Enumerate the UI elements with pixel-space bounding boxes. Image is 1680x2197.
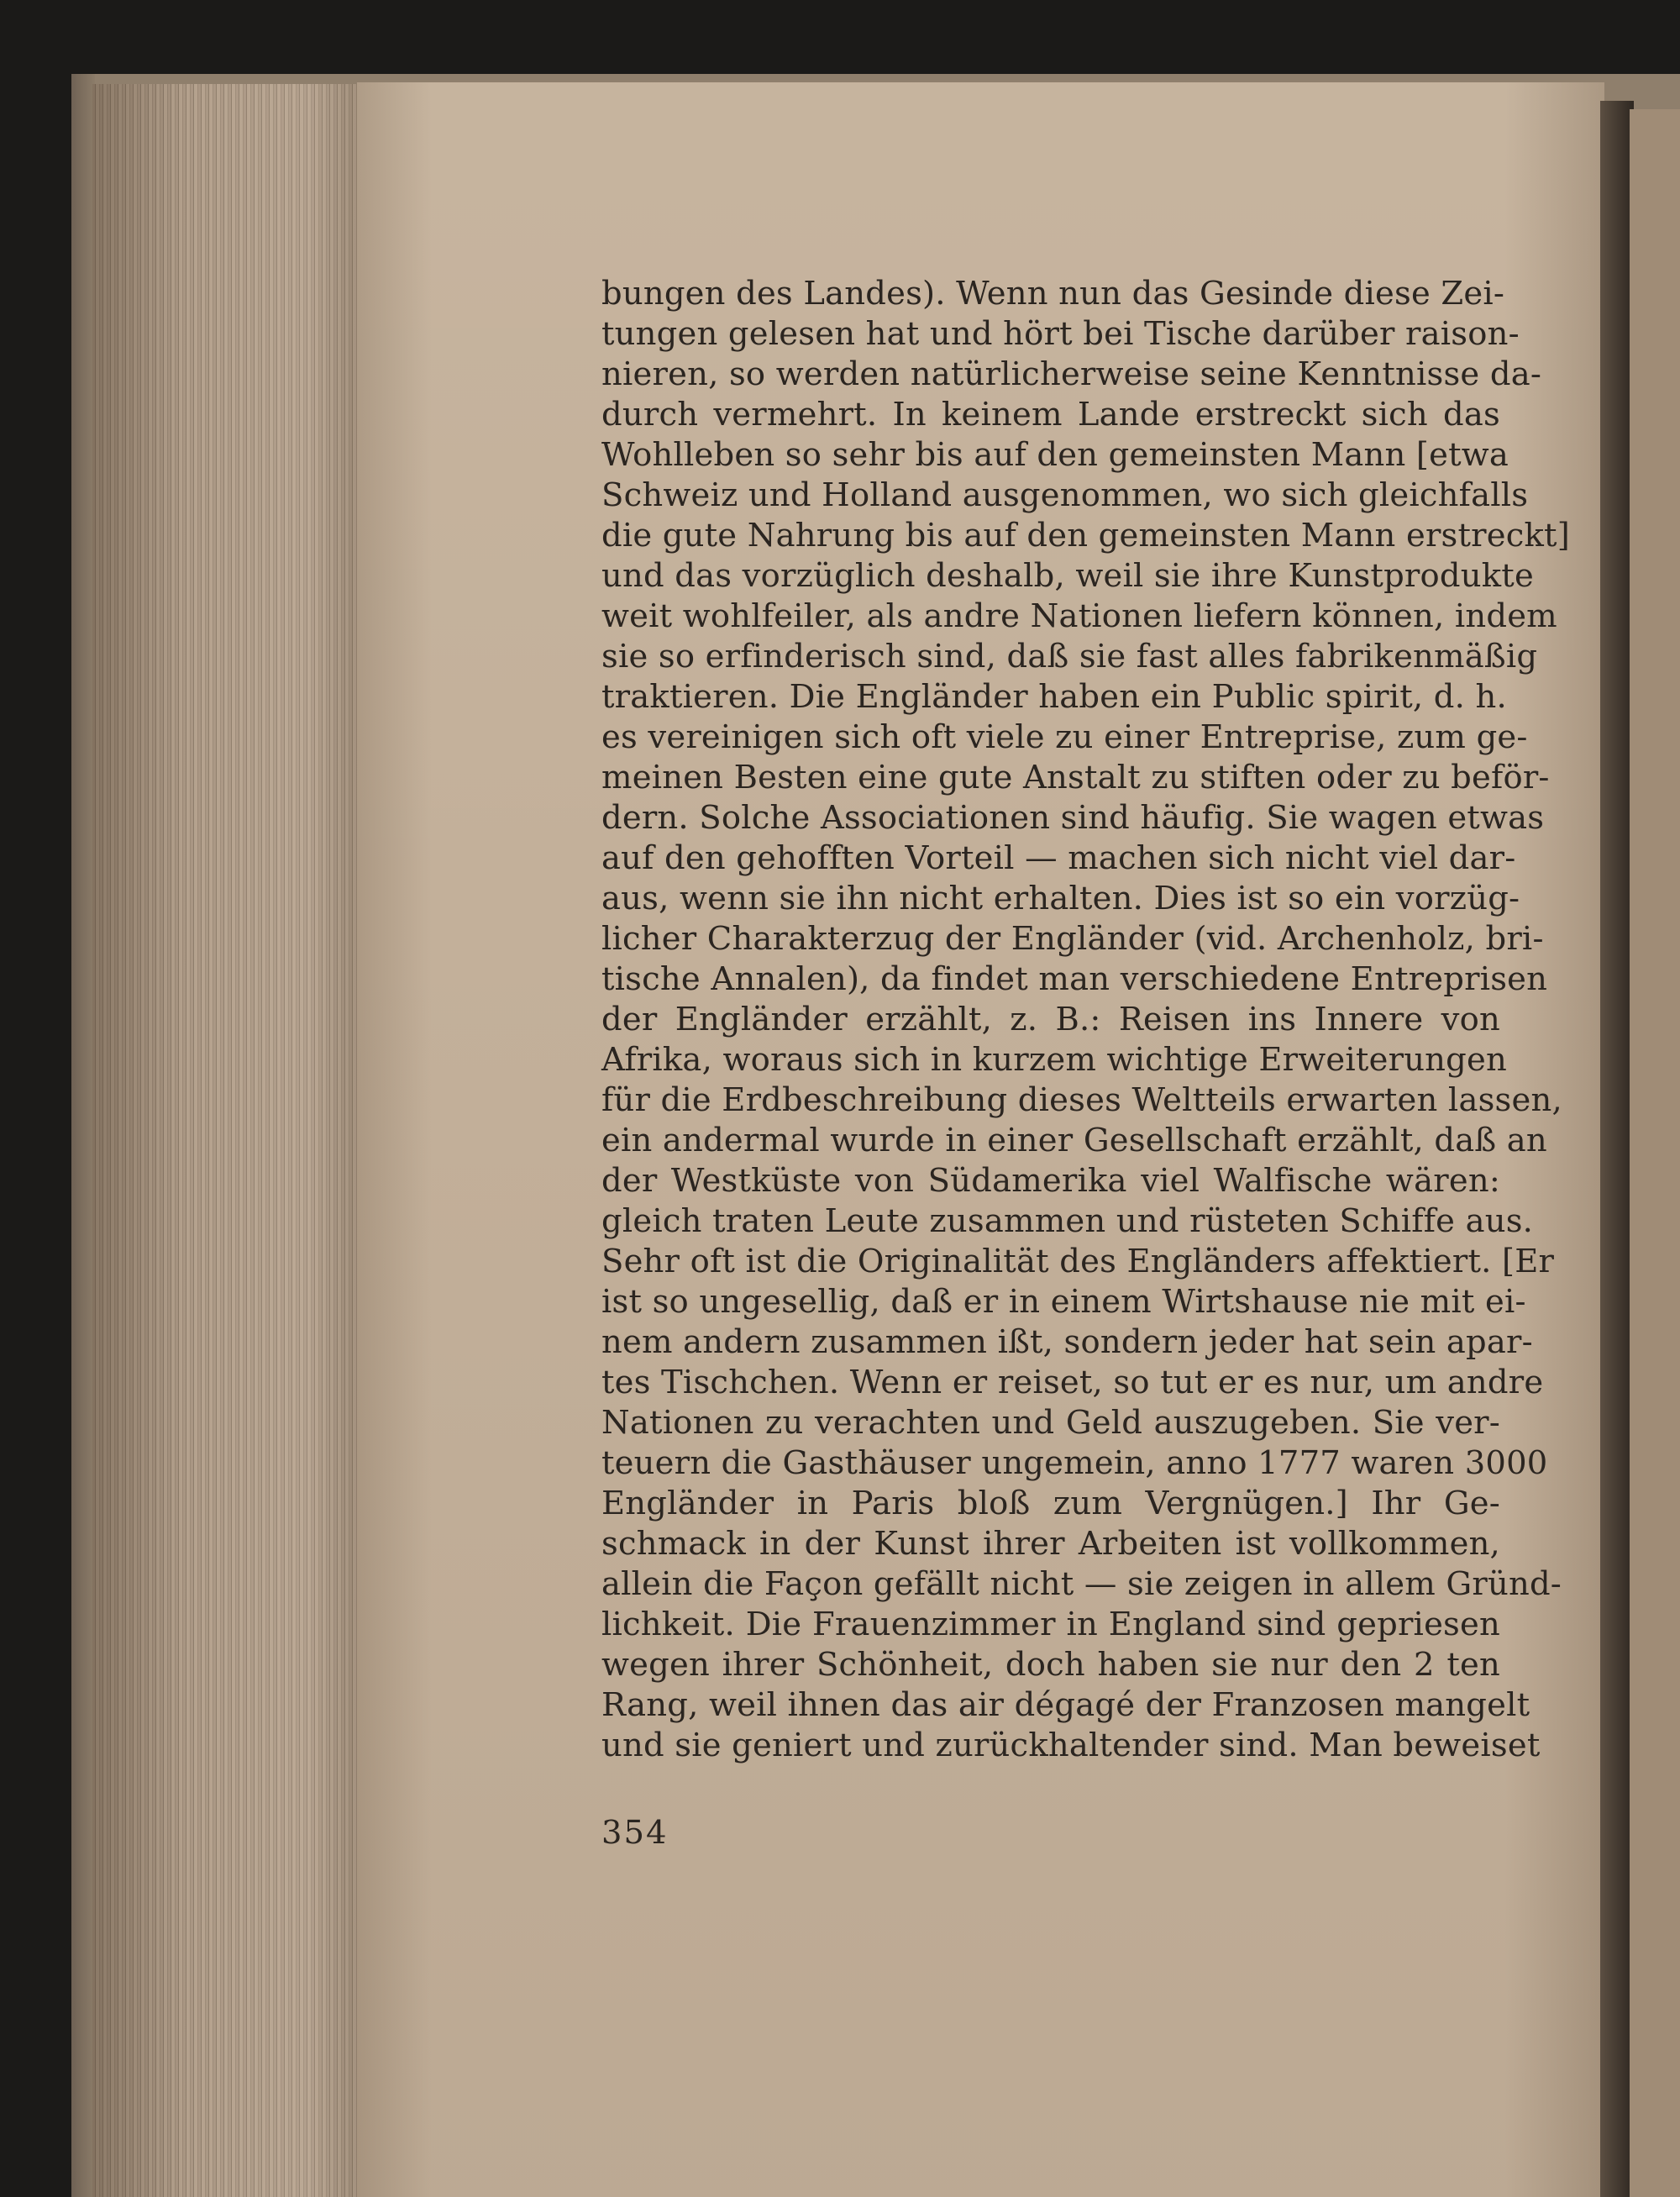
text-line: Engländer in Paris bloß zum Vergnügen.] Ihr Ge- <box>601 1485 1500 1522</box>
text-line: traktieren. Die Engländer haben ein Public spirit, d. h. <box>601 678 1507 716</box>
text-line: für die Erdbeschreibung dieses Weltteils erwarten lassen, <box>601 1081 1562 1119</box>
page-number: 354 <box>601 1814 669 1852</box>
text-line: ist so ungesellig, daß er in einem Wirtshause nie mit ei- <box>601 1283 1526 1321</box>
page-stack-shade <box>92 84 361 2197</box>
text-line: und sie geniert und zurückhaltender sind. Man beweiset <box>601 1727 1541 1764</box>
text-line: Sehr oft ist die Originalität des Engländers affektiert. [Er <box>601 1243 1555 1280</box>
text-line: Wohlleben so sehr bis auf den gemeinsten Mann [etwa <box>601 436 1509 474</box>
text-line: Rang, weil ihnen das air dégagé der Franzosen mangelt <box>601 1686 1530 1724</box>
text-line: es vereinigen sich oft viele zu einer Entreprise, zum ge- <box>601 718 1528 756</box>
text-line: tes Tischchen. Wenn er reiset, so tut er es nur, um andre <box>601 1364 1544 1401</box>
text-line: die gute Nahrung bis auf den gemeinsten Mann erstreckt] <box>601 517 1570 555</box>
text-line: weit wohlfeiler, als andre Nationen liefern können, indem <box>601 597 1557 635</box>
text-line: teuern die Gasthäuser ungemein, anno 1777 waren 3000 <box>601 1444 1548 1482</box>
text-line: bungen des Landes). Wenn nun das Gesinde diese Zei- <box>601 275 1505 313</box>
text-line: licher Charakterzug der Engländer (vid. Archenholz, bri- <box>601 920 1544 958</box>
text-line: lichkeit. Die Frauenzimmer in England sind gepriesen <box>601 1606 1500 1643</box>
text-line: und das vorzüglich deshalb, weil sie ihre Kunstprodukte <box>601 557 1534 595</box>
text-line: aus, wenn sie ihn nicht erhalten. Dies ist so ein vorzüg- <box>601 880 1520 917</box>
text-line: meinen Besten eine gute Anstalt zu stiften oder zu beför- <box>601 759 1550 796</box>
text-line: auf den gehofften Vorteil — machen sich nicht viel dar- <box>601 839 1516 877</box>
text-line: nem andern zusammen ißt, sondern jeder hat sein apar- <box>601 1323 1533 1361</box>
body-text <box>601 274 1570 1766</box>
text-line: Nationen zu verachten und Geld auszugeben. Sie ver- <box>601 1404 1500 1442</box>
text-line: Afrika, woraus sich in kurzem wichtige Erweiterungen <box>601 1041 1508 1079</box>
text-line: durch vermehrt. In keinem Lande erstreckt sich das <box>601 396 1500 434</box>
facing-page-edge <box>1630 109 1680 2197</box>
text-line: nieren, so werden natürlicherweise seine Kenntnisse da- <box>601 355 1542 393</box>
text-line: ein andermal wurde in einer Gesellschaft erzählt, daß an <box>601 1122 1547 1159</box>
page-gutter-shadow <box>1600 101 1634 2197</box>
text-line: Schweiz und Holland ausgenommen, wo sich gleichfalls <box>601 476 1529 514</box>
text-line: schmack in der Kunst ihrer Arbeiten ist vollkommen, <box>601 1525 1500 1563</box>
text-line: wegen ihrer Schönheit, doch haben sie nur den 2 ten <box>601 1646 1500 1684</box>
text-line: dern. Solche Associationen sind häufig. Sie wagen etwas <box>601 799 1545 837</box>
text-line: der Engländer erzählt, z. B.: Reisen ins Innere von <box>601 1001 1500 1038</box>
text-line: sie so erfinderisch sind, daß sie fast alles fabrikenmäßig <box>601 638 1538 675</box>
text-line: gleich traten Leute zusammen und rüsteten Schiffe aus. <box>601 1202 1534 1240</box>
cover-edge <box>71 74 95 2197</box>
text-line: tungen gelesen hat und hört bei Tische darüber raison- <box>601 315 1520 353</box>
text-line: allein die Façon gefällt nicht — sie zeigen in allem Gründ- <box>601 1565 1562 1603</box>
text-line: tische Annalen), da findet man verschiedene Entreprisen <box>601 960 1548 998</box>
text-line: der Westküste von Südamerika viel Walfische wären: <box>601 1162 1500 1200</box>
